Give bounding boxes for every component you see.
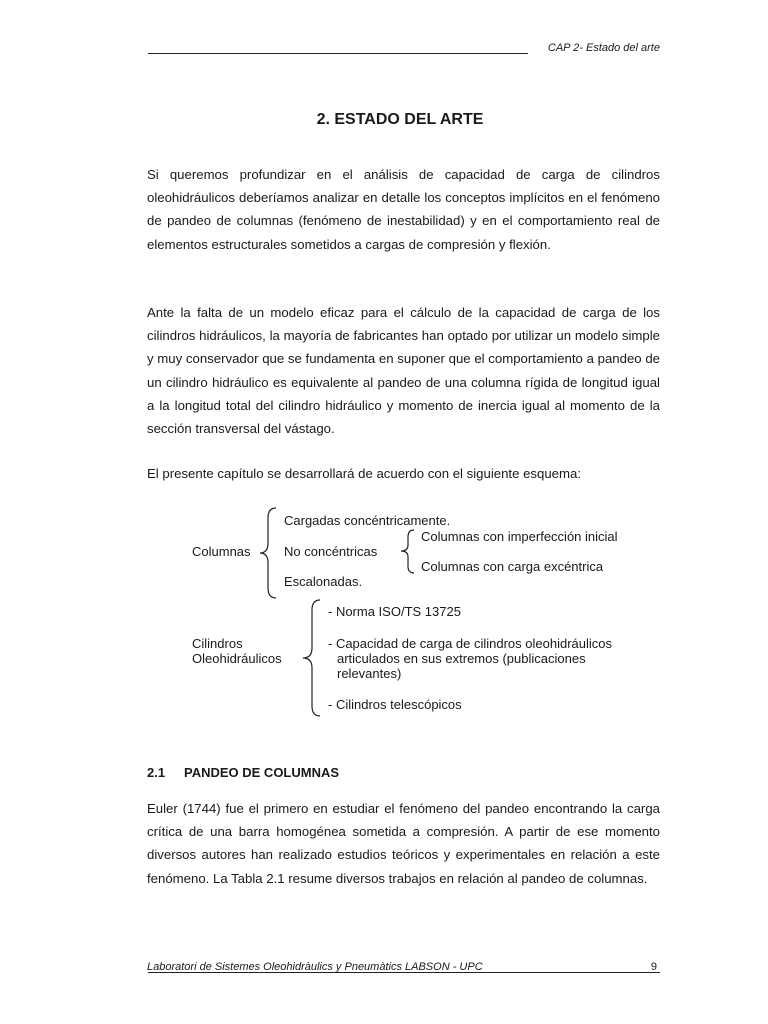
scheme-cilindros-label-1: Cilindros [192, 636, 243, 651]
paragraph-euler: Euler (1744) fue el primero en estudiar el fenómeno del pandeo encontrando la carga crítica de una barra homogénea sometida a compresión. A partir de ese momento diversos autores han realizado estudios teóricos y experimentales en relación a este fenómeno. La Tabla 2.1 resume diversos trabajos en relación al pandeo de columnas. [147, 801, 660, 886]
paragraph-model: Ante la falta de un modelo eficaz para el cálculo de la capacidad de carga de los cilindros hidráulicos, la mayoría de fabricantes han optado por utilizar un modelo simple y muy conservador que se fundamenta en suponer que el comportamiento a pandeo de un cilindro hidráulico es equivalente al pandeo de una columna rígida de longitud igual a la longitud total del cilindro hidráulico y momento de inercia igual al momento de la sección transversal del vástago. [147, 305, 660, 437]
running-header: CAP 2- Estado del arte [547, 42, 660, 54]
section-heading [147, 765, 339, 780]
page-number: 9 [650, 961, 657, 973]
brace-columnas-icon [258, 506, 282, 600]
scheme-columnas-label: Columnas [192, 544, 251, 559]
scheme-cilindros-item-2: - Capacidad de carga de cilindros oleohidráulicos [328, 636, 613, 651]
scheme-columnas-item-1: Cargadas concéntricamente. [284, 513, 451, 528]
scheme-cilindros-item-3: - Cilindros telescópicos [328, 697, 462, 712]
brace-no-concentricas-icon [398, 528, 418, 576]
paragraph-scheme-intro: El presente capítulo se desarrollará de acuerdo con el siguiente esquema: [147, 466, 581, 481]
scheme-cilindros-item-1: - Norma ISO/TS 13725 [328, 604, 461, 619]
footer-text: Laboratori de Sistemes Oleohidràulics y Pneumàtics LABSON - UPC [147, 961, 483, 973]
brace-cilindros-icon [300, 598, 324, 720]
scheme-cilindros-label-2: Oleohidráulicos [192, 651, 282, 666]
scheme-columnas-subitem-1: Columnas con imperfección inicial [421, 529, 618, 544]
scheme-columnas-item-3: Escalonadas. [284, 574, 363, 589]
section-title: PANDEO DE COLUMNAS [184, 765, 340, 780]
section-number: 2.1 [147, 765, 166, 780]
paragraph-intro: Si queremos profundizar en el análisis de capacidad de carga de cilindros oleohidráulicos deberíamos analizar en detalle los conceptos implícitos en el fenómeno de pandeo de columnas (fenómeno de inestabilidad) y en el comportamiento real de elementos estructurales sometidos a cargas de compresión y flexión. [147, 167, 660, 252]
scheme-cilindros-item-2-cont-2: relevantes) [337, 666, 402, 681]
scheme-cilindros-item-2-cont-1: articulados en sus extremos (publicaciones [337, 651, 586, 666]
scheme-columnas-item-2: No concéntricas [284, 544, 378, 559]
scheme-columnas-subitem-2: Columnas con carga excéntrica [421, 559, 604, 574]
chapter-title: 2. ESTADO DEL ARTE [316, 111, 484, 128]
